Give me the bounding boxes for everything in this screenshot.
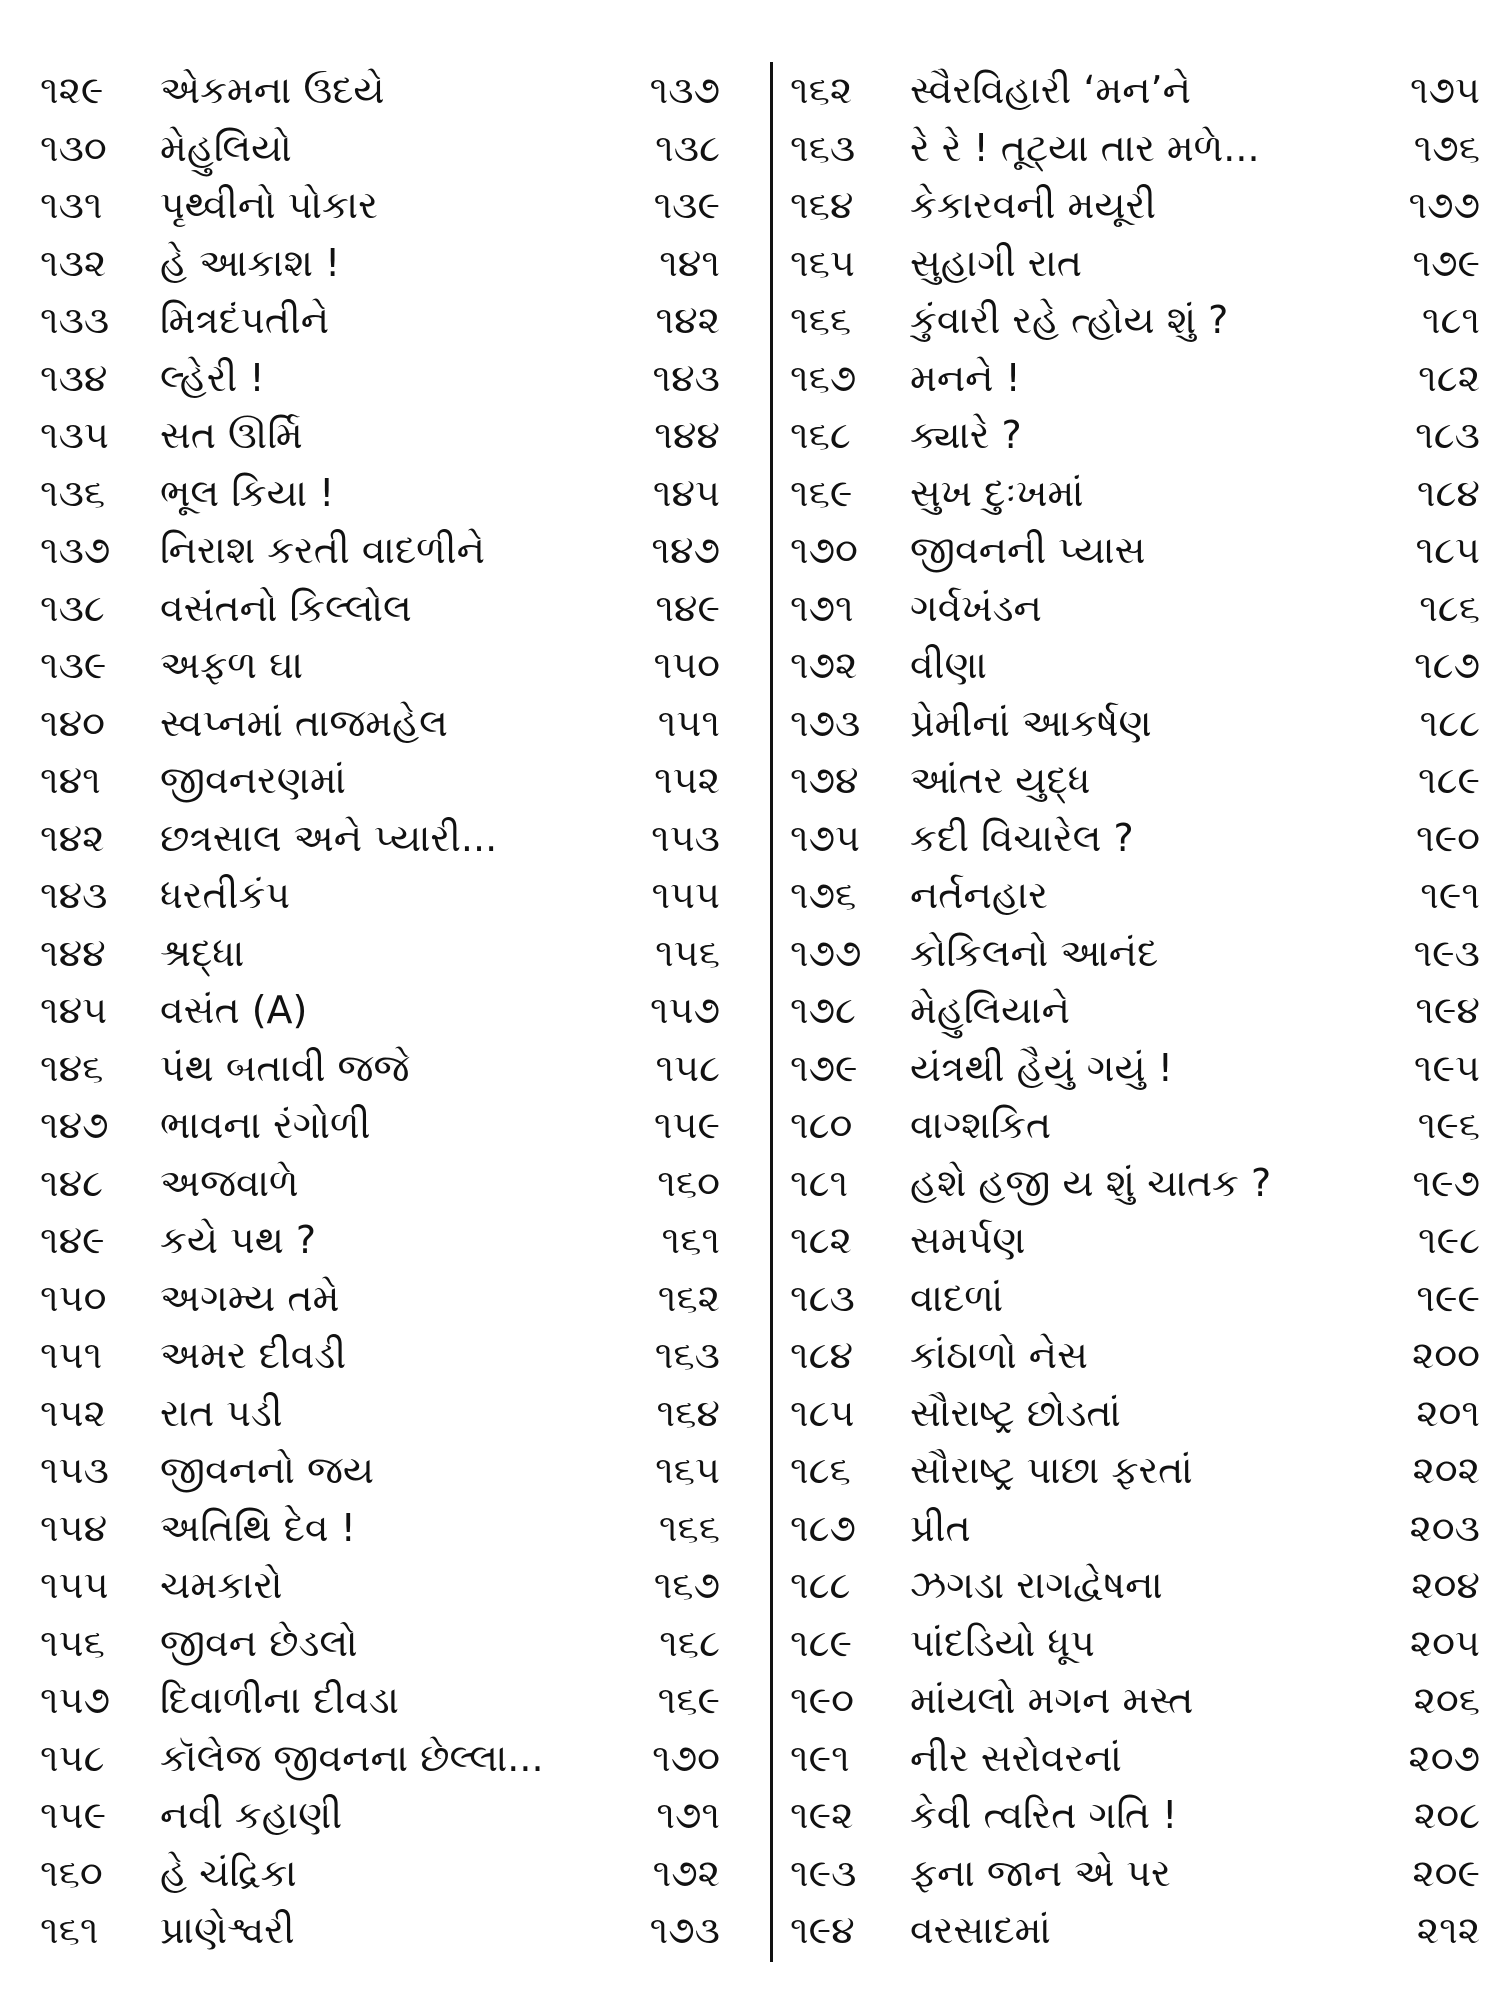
entry-page-number: ૧૪૭	[651, 528, 720, 572]
entry-number: ૧૬૦	[40, 1850, 103, 1895]
entry-page-number: ૧૬૮	[659, 1620, 720, 1665]
entry-page-number: ૧૫૨	[654, 758, 720, 802]
toc-entry	[790, 1212, 1480, 1270]
entry-title: કેકારવની મયૂરી	[910, 183, 1157, 227]
entry-title: નિરાશ કરતી વાદળીને	[160, 528, 485, 572]
entry-number: ૧૪૦	[40, 700, 106, 745]
toc-entry	[40, 407, 720, 465]
entry-page-number: ૧૫૩	[651, 815, 720, 860]
entry-title: વાદળાં	[910, 1275, 1004, 1320]
entry-title: કેવી ત્વરિત ગતિ !	[910, 1793, 1178, 1837]
entry-title: ભૂલ કિયા !	[160, 470, 335, 515]
toc-entry	[40, 62, 720, 120]
toc-entry	[790, 62, 1480, 120]
entry-number: ૧૪૪	[40, 930, 106, 975]
entry-title: સ્વૈરવિહારી ‘મન’ને	[910, 68, 1191, 112]
entry-page-number: ૧૭૧	[656, 1793, 720, 1837]
entry-number: ૧૩૧	[40, 183, 103, 227]
entry-title: વસંતનો કિલ્લોલ	[160, 585, 412, 630]
entry-title: રે રે ! તૂટ્યા તાર મળે...	[910, 125, 1260, 170]
entry-number: ૧૮૬	[790, 1448, 851, 1492]
toc-entry	[790, 1730, 1480, 1788]
entry-title: અમર દીવડી	[160, 1333, 347, 1377]
toc-entry	[40, 1730, 720, 1788]
toc-entry	[40, 810, 720, 868]
toc-entry	[40, 120, 720, 178]
entry-page-number: ૧૭૨	[652, 1850, 720, 1895]
toc-entry	[790, 407, 1480, 465]
entry-page-number: ૧૯૬	[1417, 1103, 1480, 1147]
entry-page-number: ૧૮૯	[1417, 758, 1480, 802]
entry-title: કૉલેજ જીવનના છેલ્લા...	[160, 1735, 544, 1780]
entry-title: અફળ ઘા	[160, 643, 304, 687]
toc-entry	[40, 1040, 720, 1098]
toc-entry	[40, 637, 720, 695]
entry-title: પ્રીત	[910, 1505, 971, 1550]
toc-entry	[790, 695, 1480, 753]
entry-number: ૧૬૧	[40, 1908, 99, 1952]
entry-number: ૧૫૫	[40, 1563, 109, 1607]
entry-number: ૧૬૪	[790, 183, 854, 227]
entry-number: ૧૪૭	[40, 1103, 109, 1147]
entry-number: ૧૬૭	[790, 355, 857, 400]
entry-page-number: ૧૬૯	[657, 1678, 720, 1722]
entry-page-number: ૧૭૭	[1408, 183, 1480, 227]
entry-page-number: ૧૫૧	[657, 700, 720, 745]
toc-entry	[40, 1212, 720, 1270]
entry-number: ૧૮૧	[790, 1160, 849, 1205]
entry-title: મનને !	[910, 355, 1021, 400]
entry-title: ક્યારે ?	[910, 413, 1022, 457]
entry-title: હે આકાશ !	[160, 240, 341, 285]
toc-entry	[790, 810, 1480, 868]
entry-title: વાગ્શકિત	[910, 1103, 1052, 1147]
entry-number: ૧૬૨	[790, 68, 853, 112]
entry-page-number: ૧૬૬	[658, 1505, 720, 1550]
toc-entry	[790, 292, 1480, 350]
entry-page-number: ૧૫૦	[653, 643, 720, 687]
entry-number: ૧૬૫	[790, 240, 855, 285]
toc-entry	[790, 120, 1480, 178]
toc-entry	[40, 1615, 720, 1673]
entry-title: છત્રસાલ અને પ્યારી...	[160, 815, 498, 860]
toc-entry	[790, 1155, 1480, 1213]
entry-number: ૧૫૯	[40, 1793, 107, 1837]
entry-page-number: ૧૮૭	[1414, 643, 1480, 687]
entry-number: ૧૭૪	[790, 758, 859, 802]
entry-title: જીવન છેડલો	[160, 1620, 358, 1665]
entry-title: જીવનની પ્યાસ	[910, 528, 1146, 572]
toc-entry	[40, 235, 720, 293]
entry-title: સુખ દુઃખમાં	[910, 470, 1084, 515]
entry-page-number: ૧૫૮	[655, 1045, 720, 1090]
entry-page-number: ૨૦૫	[1409, 1620, 1480, 1665]
toc-entry	[790, 1500, 1480, 1558]
entry-title: નીર સરોવરનાં	[910, 1735, 1122, 1780]
entry-number: ૧૩૮	[40, 585, 105, 630]
toc-entry	[790, 235, 1480, 293]
entry-number: ૧૪૧	[40, 758, 101, 802]
entry-title: અતિથિ દેવ !	[160, 1505, 356, 1550]
entry-page-number: ૧૮૧	[1421, 298, 1480, 342]
toc-entry	[40, 982, 720, 1040]
toc-entry	[790, 1845, 1480, 1903]
entry-page-number: ૧૯૮	[1417, 1218, 1480, 1262]
entry-page-number: ૧૬૧	[661, 1218, 720, 1262]
entry-number: ૧૩૫	[40, 413, 109, 457]
toc-entry	[40, 350, 720, 408]
toc-entry	[40, 925, 720, 983]
entry-title: યંત્રથી હૈયું ગયું !	[910, 1045, 1173, 1090]
entry-title: ગર્વખંડન	[910, 585, 1042, 630]
entry-title: જીવનરણમાં	[160, 758, 346, 802]
entry-page-number: ૧૯૭	[1412, 1160, 1480, 1205]
entry-number: ૧૫૩	[40, 1448, 109, 1492]
entry-title: માંયલો મગન મસ્ત	[910, 1678, 1194, 1722]
entry-page-number: ૧૬૫	[655, 1448, 720, 1492]
toc-entry	[790, 1557, 1480, 1615]
entry-number: ૧૩૨	[40, 240, 107, 285]
entry-title: વરસાદમાં	[910, 1908, 1051, 1952]
entry-number: ૧૩૭	[40, 528, 111, 572]
toc-entry	[40, 1327, 720, 1385]
entry-title: સત ઊર્મિ	[160, 413, 303, 457]
entry-page-number: ૨૧૨	[1416, 1908, 1480, 1952]
entry-page-number: ૧૬૦	[657, 1160, 720, 1205]
toc-entry	[790, 1097, 1480, 1155]
entry-number: ૧૭૨	[790, 643, 858, 687]
entry-number: ૧૭૦	[790, 528, 858, 572]
entry-title: રાત પડી	[160, 1390, 283, 1435]
entry-page-number: ૧૫૭	[650, 988, 720, 1032]
entry-number: ૧૮૪	[790, 1333, 854, 1377]
toc-entry	[790, 465, 1480, 523]
toc-entry	[40, 465, 720, 523]
toc-entry	[790, 1787, 1480, 1845]
entry-number: ૧૩૯	[40, 643, 107, 687]
toc-entry	[40, 1787, 720, 1845]
toc-entry	[40, 1270, 720, 1328]
column-divider	[770, 62, 773, 1962]
entry-title: લ્હેરી !	[160, 355, 265, 400]
entry-page-number: ૧૬૨	[657, 1275, 720, 1320]
entry-number: ૧૯૦	[790, 1678, 854, 1722]
toc-entry	[790, 1902, 1480, 1960]
entry-title: સૌરાષ્ટ્ર છોડતાં	[910, 1390, 1121, 1435]
entry-title: વસંત (A)	[160, 988, 308, 1032]
entry-number: ૧૮૯	[790, 1620, 853, 1665]
entry-page-number: ૧૭૩	[649, 1908, 720, 1952]
entry-number: ૧૪૩	[40, 873, 108, 917]
entry-page-number: ૧૭૫	[1410, 68, 1480, 112]
entry-number: ૧૪૨	[40, 815, 105, 860]
entry-title: દિવાળીના દીવડા	[160, 1678, 399, 1722]
entry-number: ૧૬૬	[790, 298, 852, 342]
entry-title: સૌરાષ્ટ્ર પાછા ફરતાં	[910, 1448, 1193, 1492]
entry-number: ૧૮૦	[790, 1103, 853, 1147]
entry-title: મેહુલિયાને	[910, 988, 1070, 1032]
entry-page-number: ૨૦૭	[1408, 1735, 1480, 1780]
entry-page-number: ૨૦૦	[1411, 1333, 1480, 1377]
entry-page-number: ૨૦૪	[1411, 1563, 1480, 1607]
toc-entry	[790, 637, 1480, 695]
entry-page-number: ૧૫૫	[651, 873, 720, 917]
toc-entry	[40, 1097, 720, 1155]
entry-number: ૧૮૩	[790, 1275, 855, 1320]
entry-number: ૧૮૭	[790, 1505, 856, 1550]
entry-title: એકમના ઉદયે	[160, 68, 385, 112]
entry-number: ૧૮૮	[790, 1563, 851, 1607]
entry-title: જીવનનો જય	[160, 1448, 375, 1492]
entry-page-number: ૧૯૯	[1416, 1275, 1480, 1320]
entry-number: ૧૭૧	[790, 585, 854, 630]
entry-page-number: ૧૮૬	[1419, 585, 1480, 630]
entry-page-number: ૧૪૪	[654, 413, 720, 457]
entry-title: પૃથ્વીનો પોકાર	[160, 183, 378, 227]
entry-page-number: ૧૮૫	[1415, 528, 1480, 572]
entry-number: ૧૯૧	[790, 1735, 850, 1780]
toc-entry	[790, 752, 1480, 810]
entry-page-number: ૨૦૯	[1412, 1850, 1480, 1895]
entry-number: ૧૭૭	[790, 930, 862, 975]
toc-entry	[40, 1385, 720, 1443]
entry-title: નવી કહાણી	[160, 1793, 343, 1837]
toc-entry	[790, 350, 1480, 408]
entry-title: શ્રદ્ધા	[160, 930, 245, 975]
entry-number: ૧૫૨	[40, 1390, 106, 1435]
entry-number: ૧૯૩	[790, 1850, 857, 1895]
entry-title: મિત્રદંપતીને	[160, 298, 330, 342]
entry-title: કદી વિચારેલ ?	[910, 815, 1134, 860]
entry-number: ૧૭૯	[790, 1045, 858, 1090]
toc-entry	[790, 1385, 1480, 1443]
toc-entry	[790, 1442, 1480, 1500]
entry-page-number: ૧૯૪	[1415, 988, 1480, 1032]
entry-title: અજવાળે	[160, 1160, 299, 1205]
entry-page-number: ૧૮૨	[1418, 355, 1480, 400]
entry-page-number: ૧૫૬	[655, 930, 720, 975]
entry-title: ચમકારો	[160, 1563, 283, 1607]
entry-title: કાંઠાળો નેસ	[910, 1333, 1088, 1377]
entry-page-number: ૨૦૮	[1413, 1793, 1480, 1837]
entry-title: નર્તનહાર	[910, 873, 1048, 917]
entry-number: ૧૭૫	[790, 815, 860, 860]
entry-number: ૧૫૮	[40, 1735, 105, 1780]
entry-page-number: ૧૫૯	[653, 1103, 720, 1147]
toc-entry	[40, 1500, 720, 1558]
entry-page-number: ૧૪૨	[655, 298, 720, 342]
entry-title: પ્રાણેશ્વરી	[160, 1908, 295, 1952]
entry-number: ૧૩૦	[40, 125, 107, 170]
entry-page-number: ૨૦૬	[1413, 1678, 1480, 1722]
toc-right-column	[790, 62, 1480, 1960]
toc-entry	[790, 1270, 1480, 1328]
entry-number: ૧૬૯	[790, 470, 853, 515]
toc-entry	[40, 752, 720, 810]
toc-entry	[40, 1902, 720, 1960]
entry-title: ઝગડા રાગદ્વેષના	[910, 1563, 1163, 1607]
toc-entry	[790, 1615, 1480, 1673]
entry-page-number: ૧૭૬	[1413, 125, 1480, 170]
entry-title: પાંદડિયો ધૂપ	[910, 1620, 1095, 1665]
toc-left-column	[40, 62, 720, 1960]
toc-entry	[790, 1327, 1480, 1385]
toc-entry	[790, 1672, 1480, 1730]
entry-number: ૧૯૪	[790, 1908, 855, 1952]
entry-page-number: ૧૩૮	[655, 125, 720, 170]
toc-entry	[790, 580, 1480, 638]
toc-entry	[40, 580, 720, 638]
entry-page-number: ૧૪૧	[659, 240, 720, 285]
toc-entry	[40, 1557, 720, 1615]
toc-entry	[40, 1155, 720, 1213]
toc-entry	[40, 867, 720, 925]
entry-page-number: ૨૦૨	[1412, 1448, 1480, 1492]
entry-title: આંતર યુદ્ધ	[910, 758, 1091, 802]
entry-page-number: ૧૯૦	[1416, 815, 1480, 860]
entry-title: કોકિલનો આનંદ	[910, 930, 1159, 975]
entry-page-number: ૧૮૪	[1416, 470, 1480, 515]
entry-page-number: ૧૪૯	[655, 585, 720, 630]
entry-title: પ્રેમીનાં આકર્ષણ	[910, 700, 1152, 745]
entry-number: ૧૫૭	[40, 1678, 110, 1722]
entry-title: સ્વપ્નમાં તાજમહેલ	[160, 700, 448, 745]
entry-number: ૧૬૮	[790, 413, 851, 457]
toc-entry	[790, 177, 1480, 235]
entry-number: ૧૭૩	[790, 700, 861, 745]
entry-title: સમર્પણ	[910, 1218, 1026, 1262]
entry-page-number: ૨૦૩	[1409, 1505, 1480, 1550]
entry-page-number: ૧૪૫	[652, 470, 720, 515]
toc-entry	[790, 925, 1480, 983]
entry-number: ૧૫૬	[40, 1620, 105, 1665]
toc-entry	[40, 522, 720, 580]
entry-number: ૧૩૩	[40, 298, 110, 342]
entry-title: હશે હજી ય શું ચાતક ?	[910, 1160, 1272, 1205]
entry-page-number: ૧૯૫	[1413, 1045, 1480, 1090]
entry-title: મેહુલિયો	[160, 125, 292, 170]
entry-title: ભાવના રંગોળી	[160, 1103, 371, 1147]
entry-number: ૧૪૮	[40, 1160, 104, 1205]
entry-number: ૧૪૯	[40, 1218, 105, 1262]
entry-title: કયે પથ ?	[160, 1218, 317, 1262]
toc-entry	[40, 1845, 720, 1903]
entry-title: કુંવારી રહે ત્હોય શું ?	[910, 298, 1229, 342]
entry-number: ૧૪૫	[40, 988, 108, 1032]
entry-title: પંથ બતાવી જજે	[160, 1045, 410, 1090]
entry-page-number: ૧૮૮	[1419, 700, 1480, 745]
entry-page-number: ૧૮૩	[1415, 413, 1480, 457]
toc-entry	[790, 522, 1480, 580]
entry-number: ૧૫૪	[40, 1505, 108, 1550]
toc-entry	[40, 695, 720, 753]
entry-page-number: ૧૯૩	[1413, 930, 1480, 975]
entry-number: ૧૯૨	[790, 1793, 854, 1837]
toc-entry	[40, 292, 720, 350]
entry-page-number: ૨૦૧	[1416, 1390, 1480, 1435]
entry-page-number: ૧૬૩	[654, 1333, 720, 1377]
entry-page-number: ૧૭૯	[1412, 240, 1480, 285]
entry-page-number: ૧૬૭	[653, 1563, 720, 1607]
toc-entry	[790, 1040, 1480, 1098]
entry-number: ૧૫૦	[40, 1275, 107, 1320]
entry-number: ૧૩૪	[40, 355, 108, 400]
entry-title: સુહાગી રાત	[910, 240, 1082, 285]
entry-page-number: ૧૬૪	[656, 1390, 720, 1435]
entry-title: હે ચંદ્રિકા	[160, 1850, 297, 1895]
toc-entry	[790, 867, 1480, 925]
entry-title: ફના જાન એ પર	[910, 1850, 1171, 1895]
entry-number: ૧૭૮	[790, 988, 856, 1032]
entry-number: ૧૭૬	[790, 873, 857, 917]
toc-entry	[40, 1672, 720, 1730]
entry-number: ૧૨૯	[40, 68, 104, 112]
entry-number: ૧૮૨	[790, 1218, 852, 1262]
entry-page-number: ૧૭૦	[652, 1735, 720, 1780]
entry-page-number: ૧૪૩	[652, 355, 720, 400]
entry-page-number: ૧૯૧	[1420, 873, 1480, 917]
entry-page-number: ૧૩૯	[653, 183, 720, 227]
entry-title: વીણા	[910, 643, 987, 687]
toc-entry	[790, 982, 1480, 1040]
entry-number: ૧૮૫	[790, 1390, 855, 1435]
entry-number: ૧૫૧	[40, 1333, 103, 1377]
entry-title: ધરતીકંપ	[160, 873, 290, 917]
entry-title: અગમ્ય તમે	[160, 1275, 340, 1320]
entry-number: ૧૩૬	[40, 470, 106, 515]
entry-number: ૧૪૬	[40, 1045, 104, 1090]
toc-entry	[40, 1442, 720, 1500]
entry-number: ૧૬૩	[790, 125, 856, 170]
entry-page-number: ૧૩૭	[649, 68, 720, 112]
toc-entry	[40, 177, 720, 235]
